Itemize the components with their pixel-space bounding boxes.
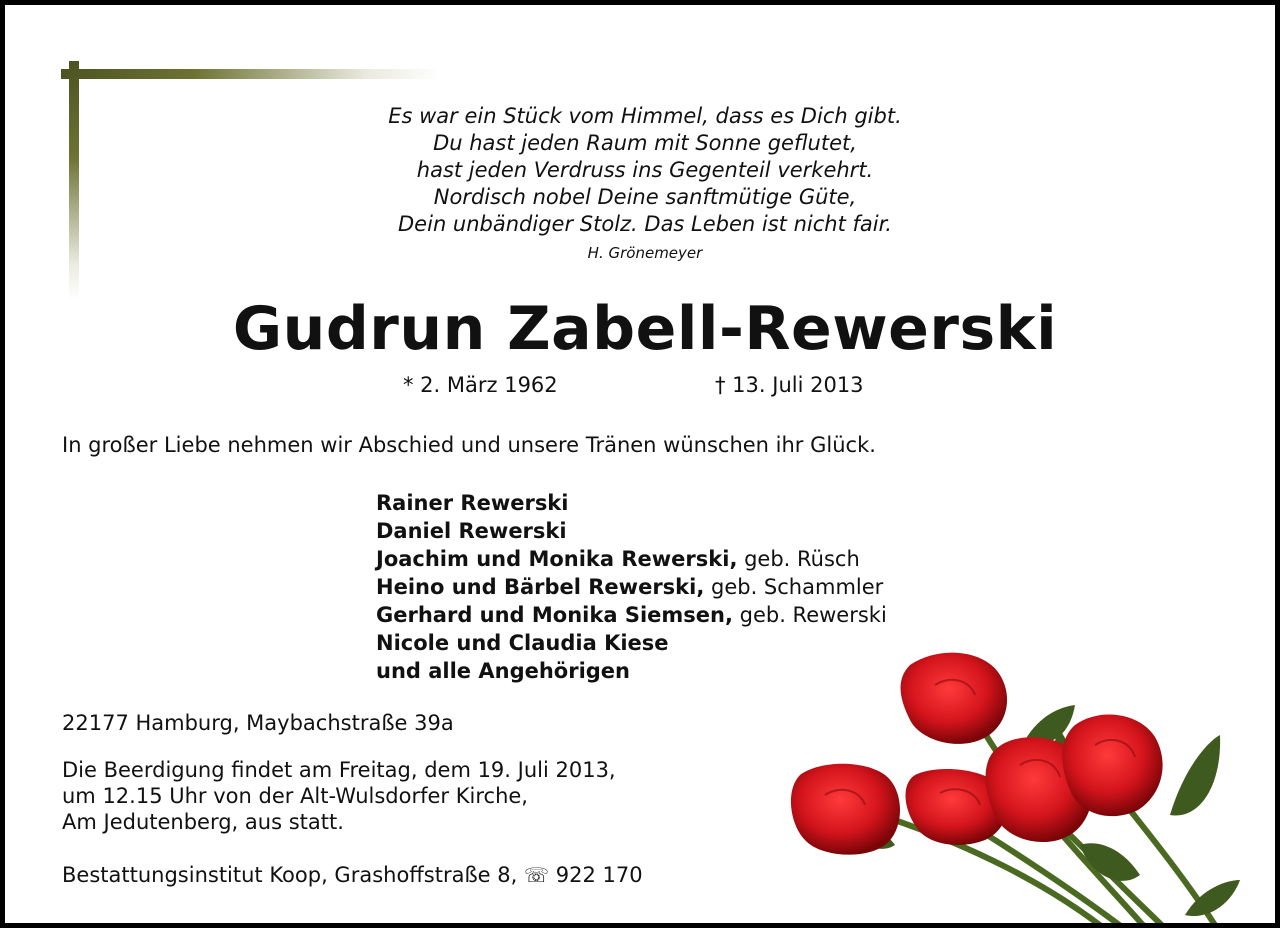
rose-blossom (901, 653, 1008, 744)
funeral-line: Die Beerdigung findet am Freitag, dem 19. Juli 2013, (62, 758, 616, 782)
signer-name: Rainer Rewerski (376, 491, 569, 515)
signer-name: Nicole und Claudia Kiese (376, 631, 669, 655)
funeral-line: Am Jedutenberg, aus statt. (62, 810, 344, 834)
signer-row (376, 601, 887, 629)
family-address: 22177 Hamburg, Maybachstraße 39a (62, 711, 454, 735)
rose-blossom (791, 764, 900, 855)
signer-name: Heino und Bärbel Rewerski, (376, 575, 705, 599)
rose-blossoms (791, 653, 1163, 855)
poem-line: Du hast jeden Raum mit Sonne geflutet, (433, 131, 857, 155)
signer-row (376, 573, 887, 601)
undertaker-text: Bestattungsinstitut Koop, Grashoffstraße 8, (62, 863, 518, 887)
undertaker-info (62, 863, 643, 887)
funeral-line: um 12.15 Uhr von der Alt-Wulsdorfer Kirche, (62, 784, 528, 808)
poem-line: Dein unbändiger Stolz. Das Leben ist nicht fair. (398, 212, 892, 236)
rose-blossom (1062, 715, 1162, 817)
poem (5, 103, 1280, 238)
cross-horizontal-bar (61, 69, 441, 79)
poem-line: Nordisch nobel Deine sanftmütige Güte, (433, 185, 857, 209)
signer-name: und alle Angehörigen (376, 659, 630, 683)
poem-line: Es war ein Stück vom Himmel, dass es Dich gibt. (388, 104, 902, 128)
signer-row (376, 517, 887, 545)
birth-date: * 2. März 1962 (403, 373, 558, 397)
signer-name: Daniel Rewerski (376, 519, 567, 543)
signer-row (376, 489, 887, 517)
signer-suffix: geb. Schammler (704, 575, 884, 599)
undertaker-phone: 922 170 (555, 863, 643, 887)
death-date: † 13. Juli 2013 (715, 373, 864, 397)
deceased-name: Gudrun Zabell-Rewerski (232, 294, 1058, 364)
signer-name: Joachim und Monika Rewerski, (376, 547, 738, 571)
signer-suffix: geb. Rüsch (737, 547, 860, 571)
signer-suffix: geb. Rewerski (732, 603, 887, 627)
poem-author: H. Grönemeyer (587, 244, 703, 262)
funeral-notice (62, 757, 616, 835)
poem-line: hast jeden Verdruss ins Gegenteil verkehrt. (416, 158, 874, 182)
signer-name: Gerhard und Monika Siemsen, (376, 603, 733, 627)
phone-icon: ☏ (524, 863, 550, 887)
signer-row (376, 545, 887, 573)
roses-illustration (790, 645, 1250, 928)
farewell-text: In großer Liebe nehmen wir Abschied und unsere Tränen wünschen ihr Glück. (62, 433, 876, 457)
